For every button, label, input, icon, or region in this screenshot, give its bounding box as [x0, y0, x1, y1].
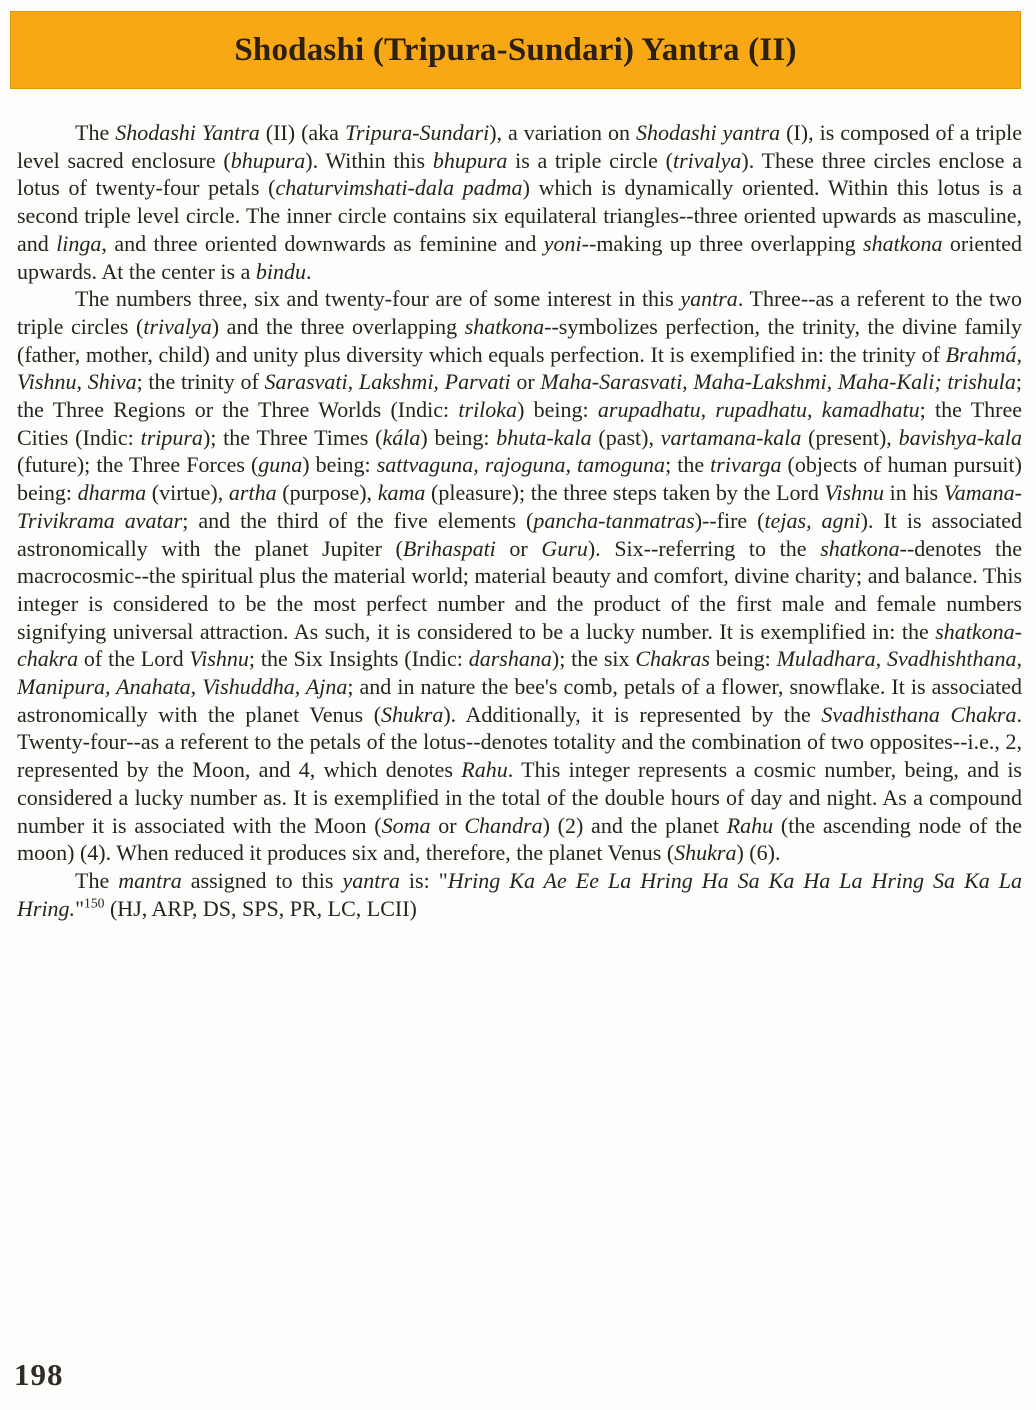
- text-run: ": [75, 895, 85, 921]
- text-run: ). Additionally, it is represented by the: [443, 701, 822, 727]
- paragraph: [17, 285, 1022, 867]
- text-run: or: [495, 535, 542, 561]
- italic-term: Brahmá, Vishnu, Shiva: [17, 341, 1022, 395]
- italic-term: guna: [258, 452, 303, 478]
- text-run: ) (2) and the planet: [542, 812, 727, 838]
- italic-term: shatkona: [863, 230, 943, 256]
- text-run: . This integer represents a cosmic number, being, and is considered a lucky number as. It is exemplified in the total of the double hours of day and night. As a compound number it is associated with the Moon (: [17, 757, 1022, 838]
- text-run: .: [306, 258, 312, 284]
- text-run: ) being:: [420, 424, 497, 450]
- italic-term: yoni: [543, 230, 582, 256]
- title-banner: [10, 11, 1021, 89]
- italic-term: Svadhisthana Chakra: [821, 701, 1017, 727]
- text-run: --denotes the macrocosmic--the spiritual plus the material world; material beauty and comfort, divine charity; and balance. This integer is considered to be the most perfect number and the product of the first male and female numbers signifying universal attraction. As such, it is considered to be a lucky number. It is exemplified in: the: [17, 535, 1023, 644]
- paragraph: [17, 867, 1022, 922]
- italic-term: tejas, agni: [764, 507, 861, 533]
- text-run: (HJ, ARP, DS, SPS, PR, LC, LCII): [104, 895, 417, 921]
- italic-term: Sarasvati, Lakshmi, Parvati: [264, 369, 511, 395]
- text-run: ); the Three Times (: [202, 424, 383, 450]
- text-run: ; the Three Cities (Indic:: [17, 397, 1022, 450]
- italic-term: Rahu: [461, 757, 508, 783]
- text-run: ). It is associated astronomically with the planet Jupiter (: [17, 507, 1022, 561]
- page-title: Shodashi (Tripura-Sundari) Yantra (II): [234, 31, 797, 68]
- italic-term: trivalya: [143, 313, 212, 339]
- italic-term: tripura: [140, 424, 203, 450]
- text-run: is a triple circle (: [507, 147, 673, 173]
- italic-term: bavishya-kala: [898, 424, 1023, 450]
- italic-term: bhuta-kala: [496, 424, 592, 450]
- italic-term: Shukra: [381, 701, 444, 727]
- text-run: (purpose),: [276, 480, 378, 506]
- text-run: or: [430, 812, 465, 838]
- text-run: of the Lord: [78, 646, 190, 672]
- text-run: assigned to this: [181, 867, 343, 893]
- italic-term: artha: [228, 480, 277, 506]
- text-run: in his: [884, 480, 944, 506]
- italic-term: trivarga: [710, 452, 782, 478]
- italic-term: Rahu: [726, 812, 774, 838]
- italic-term: Maha-Sarasvati, Maha-Lakshmi, Maha-Kali; trishula: [540, 369, 1016, 395]
- text-run: ), a variation on: [489, 120, 636, 145]
- italic-term: bindu: [255, 258, 306, 284]
- italic-term: yantra: [342, 867, 400, 893]
- text-run: ) being:: [517, 397, 598, 423]
- italic-term: Soma: [381, 812, 431, 838]
- italic-term: yantra: [680, 286, 738, 312]
- text-run: ) and the three overlapping: [211, 313, 465, 339]
- text-run: is: ": [399, 867, 448, 893]
- text-run: ) which is dynamically oriented. Within this lotus is a second triple level circle. The inner circle contains six equilateral triangles--three oriented upwards as masculine, and: [17, 175, 1023, 256]
- italic-term: Hring Ka Ae Ee La Hring Ha Sa Ka Ha La Hring Sa Ka La Hring.: [17, 867, 1022, 921]
- text-run: The numbers three, six and twenty-four are of some interest in this: [75, 286, 681, 312]
- text-run: )--fire (: [694, 507, 765, 533]
- italic-term: Vamana-Trivikrama avatar: [17, 480, 1023, 533]
- italic-term: Shodashi Yantra: [115, 120, 260, 145]
- italic-term: arupadhatu, rupadhatu, kamadhatu: [597, 397, 920, 423]
- page-number: 198: [14, 1357, 64, 1392]
- text-run: (past),: [591, 424, 661, 450]
- text-run: The: [75, 120, 116, 145]
- italic-term: mantra: [118, 867, 182, 893]
- text-run: ; the Three Regions or the Three Worlds (Indic:: [17, 369, 1023, 423]
- italic-term: bhupura: [432, 147, 508, 173]
- italic-term: linga: [56, 230, 102, 256]
- text-run: ) being:: [302, 452, 377, 478]
- text-run: ; the: [665, 452, 711, 478]
- text-run: --symbolizes perfection, the trinity, the divine family (father, mother, child) and unity plus diversity which equals perfection. It is exemplified in: the trinity of: [17, 313, 1022, 367]
- italic-term: shatkona: [820, 535, 900, 561]
- text-run: --making up three overlapping: [581, 230, 864, 256]
- italic-term: shatkona: [464, 313, 545, 339]
- italic-term: Tripura-Sundari: [344, 120, 490, 145]
- text-run: ). Six--referring to the: [587, 535, 821, 561]
- italic-term: darshana: [468, 646, 552, 672]
- text-run: . Three--as a referent to the two triple circles (: [17, 286, 1022, 339]
- text-run: ); the six: [551, 646, 636, 672]
- italic-term: Guru: [541, 535, 588, 561]
- italic-term: bhupura: [230, 147, 306, 173]
- italic-term: Vishnu: [189, 646, 249, 672]
- italic-term: vartamana-kala: [660, 424, 802, 450]
- text-run: (present),: [801, 424, 899, 450]
- text-run: ; and in nature the bee's comb, petals of a flower, snowflake. It is associated astronomically with the planet Venus (: [17, 674, 1022, 727]
- text-run: , and three oriented downwards as feminine and: [101, 230, 544, 256]
- text-run: ; and the third of the five elements (: [182, 507, 534, 533]
- text-run: (I), is composed of a triple level sacred enclosure (: [17, 120, 1022, 173]
- paragraph: [17, 119, 1022, 285]
- italic-term: Brihaspati: [402, 535, 496, 561]
- text-run: (virtue),: [146, 480, 229, 506]
- text-run: ). Within this: [305, 147, 433, 173]
- text-run: The: [75, 867, 119, 893]
- italic-term: Vishnu: [824, 480, 885, 506]
- italic-term: Chakras: [635, 646, 710, 672]
- italic-term: chaturvimshati-dala padma: [275, 175, 523, 201]
- italic-term: Shodashi yantra: [635, 120, 781, 145]
- footnote-reference: 150: [84, 895, 105, 911]
- text-run: ) (6).: [736, 840, 781, 866]
- italic-term: Chandra: [464, 812, 543, 838]
- body-text: [17, 119, 1022, 922]
- text-run: (future); the Three Forces (: [17, 452, 259, 478]
- text-run: (objects of human pursuit) being:: [17, 452, 1022, 506]
- italic-term: sattvaguna, rajoguna, tamoguna: [376, 452, 666, 478]
- text-run: being:: [709, 646, 777, 672]
- italic-term: pancha-tanmatras: [533, 507, 695, 533]
- italic-term: trivalya: [672, 147, 742, 173]
- text-run: . Twenty-four--as a referent to the petals of the lotus--denotes totality and the combination of two opposites--i.e., 2, represented by the Moon, and 4, which denotes: [17, 701, 1022, 783]
- text-run: oriented upwards. At the center is a: [17, 230, 1022, 284]
- italic-term: Muladhara, Svadhishthana, Manipura, Anahata, Vishuddha, Ajna: [17, 646, 1022, 700]
- italic-term: dharma: [77, 480, 147, 506]
- text-run: or: [510, 369, 541, 395]
- text-run: (the ascending node of the moon) (4). When reduced it produces six and, therefore, the planet Venus (: [17, 812, 1023, 866]
- italic-term: Shukra: [674, 840, 737, 866]
- italic-term: kama: [377, 480, 426, 506]
- italic-term: kála: [382, 424, 421, 450]
- text-run: (II) (aka: [259, 120, 345, 145]
- italic-term: triloka: [458, 397, 518, 423]
- text-run: ; the Six Insights (Indic:: [248, 646, 469, 672]
- italic-term: shatkona-chakra: [17, 618, 1022, 672]
- text-run: ; the trinity of: [136, 369, 265, 395]
- text-run: ). These three circles enclose a lotus of twenty-four petals (: [17, 147, 1022, 201]
- text-run: (pleasure); the three steps taken by the Lord: [425, 480, 825, 506]
